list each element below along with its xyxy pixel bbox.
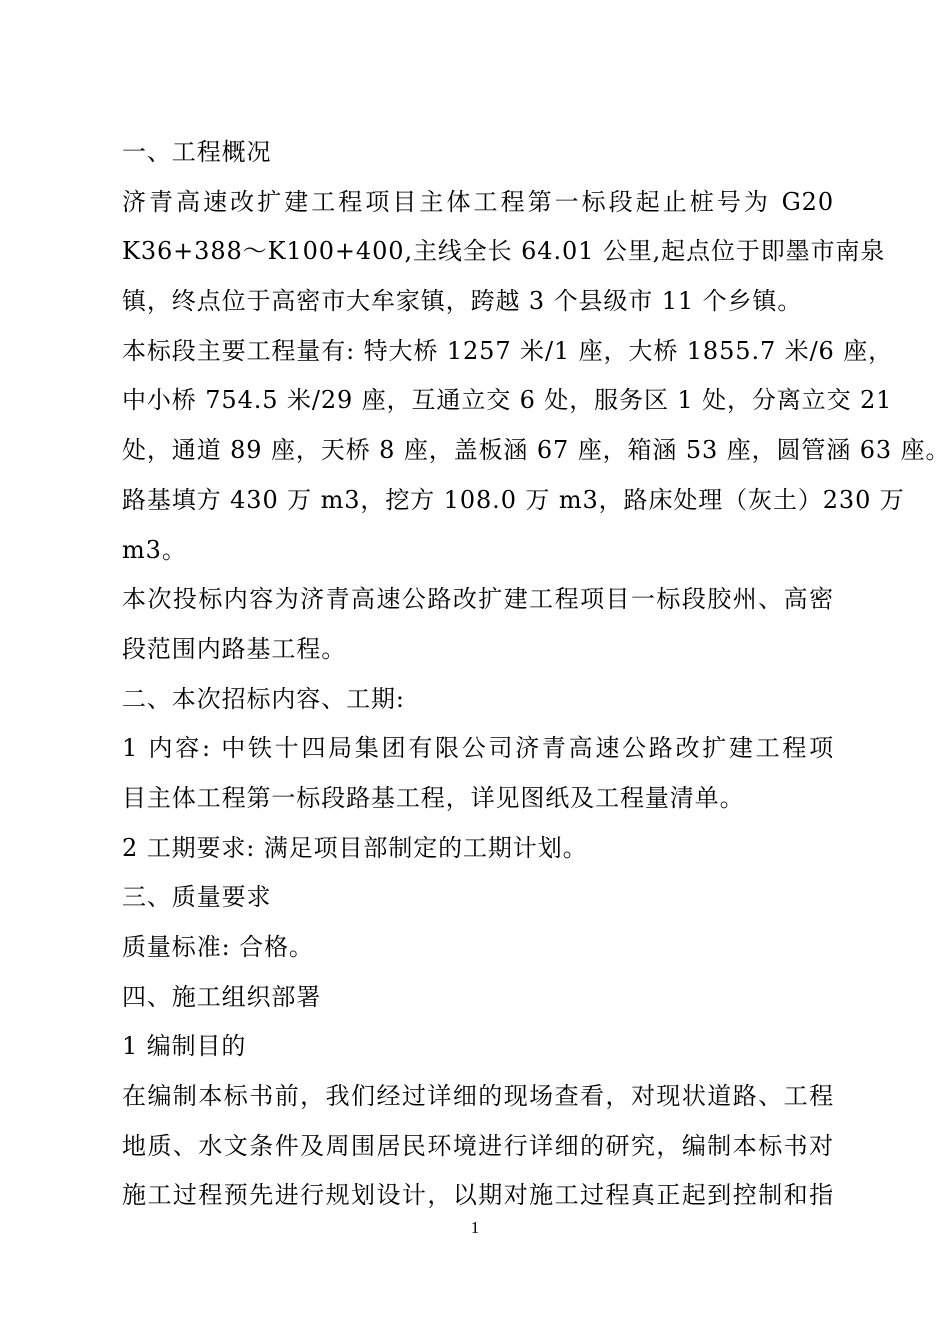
- document-body: [122, 128, 950, 1221]
- paragraph-line: 处，通道 89 座，天桥 8 座，盖板涵 67 座，箱涵 53 座，圆管涵 63 座。: [122, 436, 950, 465]
- paragraph-line: 镇，终点位于高密市大牟家镇，跨越 3 个县级市 11 个乡镇。: [122, 287, 803, 316]
- heading-project-overview: 一、工程概况: [122, 138, 272, 166]
- paragraph-line: 在编制本标书前，我们经过详细的现场查看，对现状道路、工程: [122, 1082, 834, 1111]
- subheading-purpose: 1 编制目的: [122, 1032, 247, 1061]
- paragraph-line: 地质、水文条件及周围居民环境进行详细的研究，编制本标书对: [122, 1131, 834, 1160]
- paragraph-line: 济青高速改扩建工程项目主体工程第一标段起止桩号为 G20: [122, 187, 834, 216]
- paragraph-line: 路基填方 430 万 m3，挖方 108.0 万 m3，路床处理（灰土）230 万: [122, 485, 905, 514]
- paragraph-line: 本次投标内容为济青高速公路改扩建工程项目一标段胶州、高密: [122, 585, 834, 614]
- paragraph-line: 中小桥 754.5 米/29 座，互通立交 6 处，服务区 1 处，分离立交 21: [122, 386, 893, 415]
- paragraph-line: 施工过程预先进行规划设计，以期对施工过程真正起到控制和指: [122, 1181, 834, 1210]
- paragraph-line: 1 内容: 中铁十四局集团有限公司济青高速公路改扩建工程项: [122, 734, 834, 763]
- heading-tender-scope: 二、本次招标内容、工期:: [122, 684, 405, 713]
- paragraph-line: m3。: [122, 535, 187, 564]
- paragraph-line: 段范围内路基工程。: [122, 634, 347, 663]
- paragraph-line: 2 工期要求: 满足项目部制定的工期计划。: [122, 833, 588, 862]
- paragraph-line: K36+388～K100+400,主线全长 64.01 公里,起点位于即墨市南泉: [122, 237, 886, 266]
- paragraph-line: 质量标准: 合格。: [122, 933, 314, 961]
- heading-quality-requirements: 三、质量要求: [122, 883, 272, 912]
- page-number: 1: [470, 1218, 480, 1237]
- paragraph-line: 目主体工程第一标段路基工程，详见图纸及工程量清单。: [122, 783, 745, 812]
- heading-construction-organization: 四、施工组织部署: [122, 982, 322, 1011]
- paragraph-line: 本标段主要工程量有: 特大桥 1257 米/1 座，大桥 1855.7 米/6 座，: [122, 336, 894, 365]
